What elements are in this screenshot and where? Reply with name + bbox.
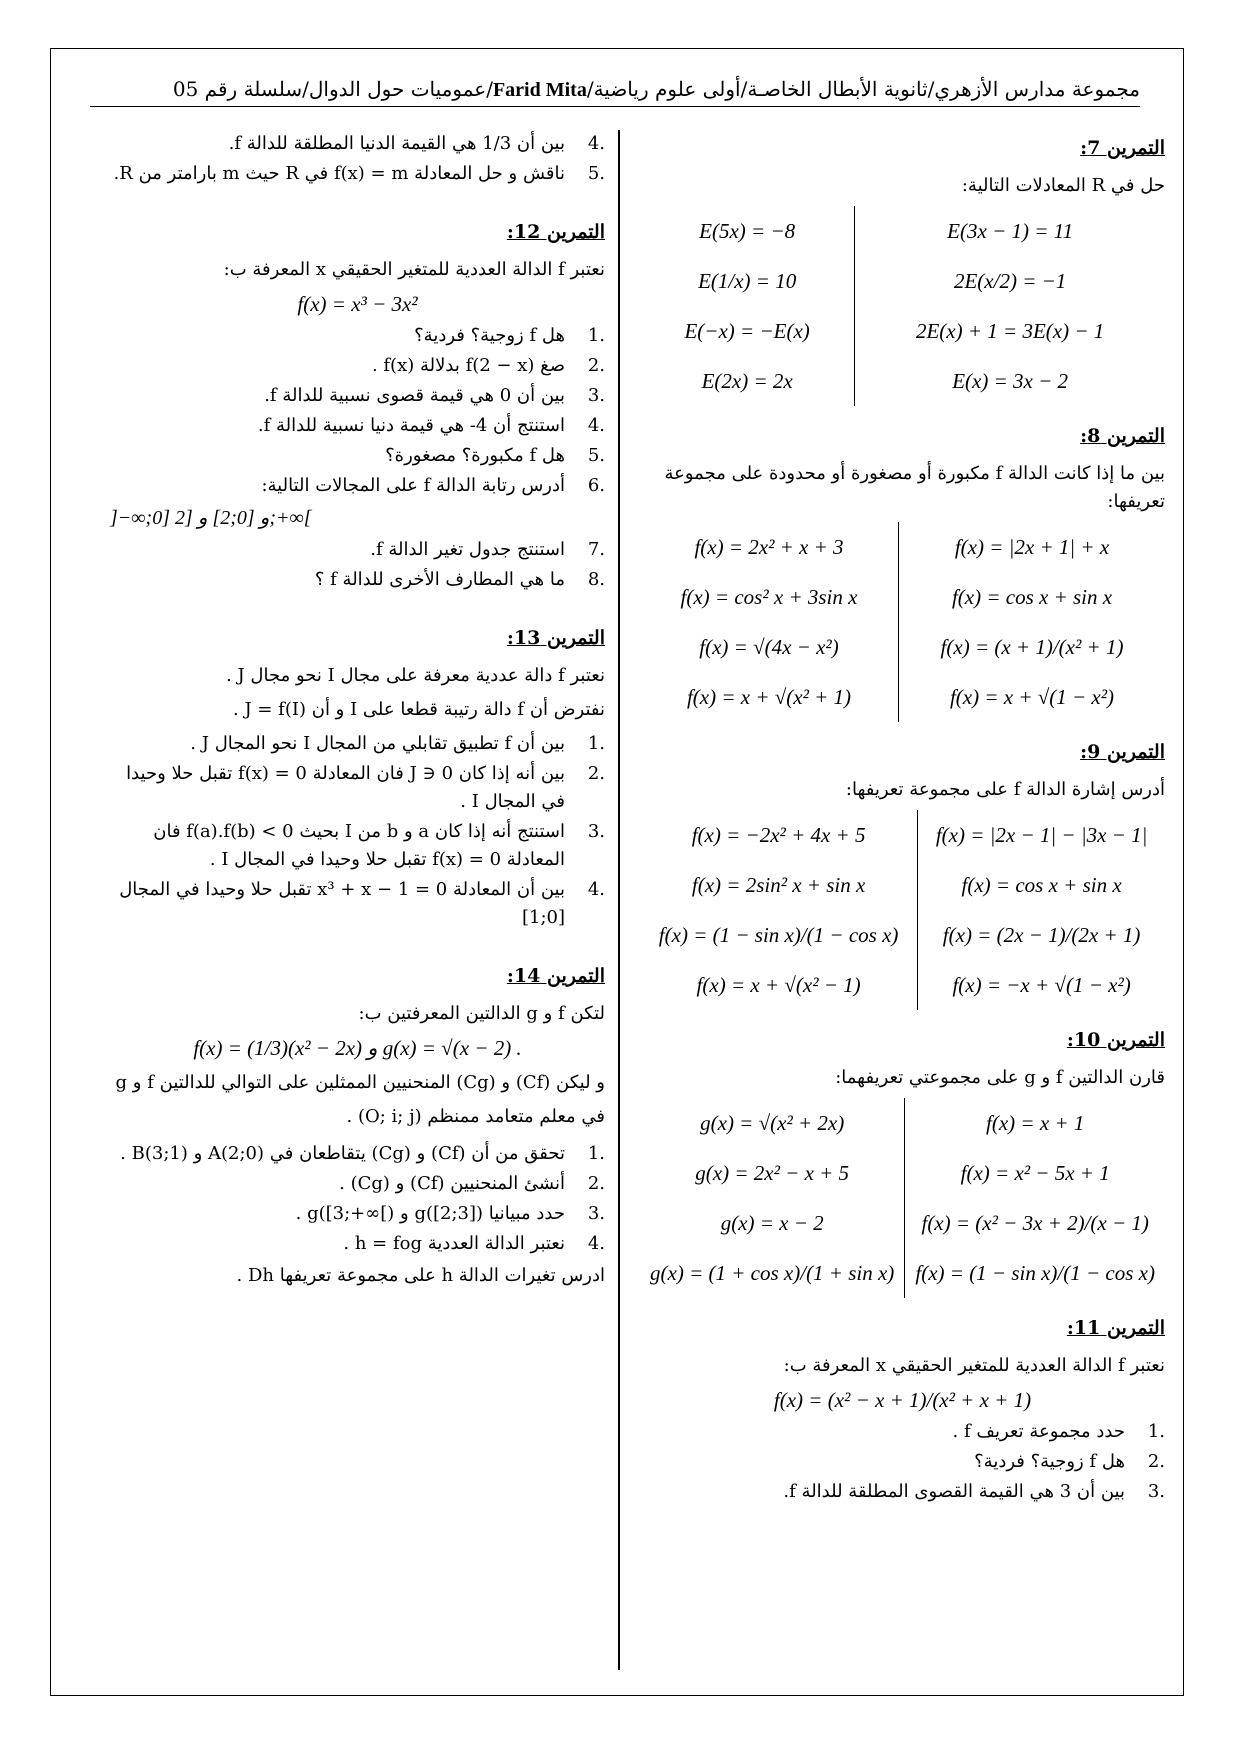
ex8-functions [640, 522, 1165, 722]
ex8-fn: f(x) = x + √(x² + 1) [640, 672, 899, 722]
ex9-intro: أدرس إشارة الدالة f على مجموعة تعريفها: [845, 779, 1165, 800]
ex13-item-text: بين أنه إذا كان 0 ∈ J فان المعادلة f(x) = 0 تقبل حلا وحيدا في المجال I . [126, 763, 565, 812]
ex14-item-text: أنشئ المنحنيين (Cf) و (Cg) . [339, 1173, 565, 1194]
list-item: 5. ناقش و حل المعادلة f(x) = m في R حيث m بارامتر من R. [113, 163, 605, 184]
ex7-eq: E(x) = 3x − 2 [952, 369, 1069, 393]
list-item: 3. بين أن 3 هي القيمة القصوى المطلقة للدالة f. [783, 1481, 1165, 1502]
ex12-item-text: أدرس رتابة الدالة f على المجالات التالية: [261, 475, 565, 496]
ex11-formula: f(x) = (x² − x + 1)/(x² + x + 1) [773, 1388, 1032, 1412]
ex12-item-text: هل f زوجية؟ فردية؟ [414, 325, 565, 346]
ex10-fn: g(x) = (1 + cos x)/(1 + sin x) [640, 1248, 905, 1298]
ex10-fn: f(x) = x² − 5x + 1 [960, 1161, 1110, 1185]
ex9-fn: f(x) = x + √(x² − 1) [640, 960, 918, 1010]
ex12-title: التمرين 12: [506, 221, 605, 243]
list-item: 2. أنشئ المنحنيين (Cf) و (Cg) . [339, 1173, 605, 1194]
ex13-title: التمرين 13: [506, 627, 605, 649]
list-item: 5. هل f مكبورة؟ مصغورة؟ [385, 445, 605, 466]
ex11-questions-continued [110, 130, 605, 188]
ex11-item-text: بين أن 1/3 هي القيمة الدنيا المطلقة للدالة f. [228, 133, 565, 154]
list-item: 1. بين أن f تطبيق تقابلي من المجال I نحو المجال J . [190, 733, 605, 754]
ex8-fn: f(x) = |2x + 1| + x [954, 535, 1110, 559]
list-item: 8. ما هي المطارف الأخرى للدالة f ؟ [314, 569, 605, 590]
ex14-last: ادرس تغيرات الدالة h على مجموعة تعريفها Dh . [236, 1265, 605, 1286]
list-item: 1. حدد مجموعة تعريف f . [952, 1421, 1165, 1442]
ex12-questions-continued [110, 536, 605, 594]
ex14-line2: و ليكن (Cf) و (Cg) المنحنيين الممثلين على التوالي للدالتين f و g في معلم متعامد ممنظم (O; i; j) . [115, 1072, 605, 1127]
page-header [90, 72, 1140, 107]
ex12-intervals: ]−∞;0] و [0;2] و [2;+∞[ [110, 507, 312, 529]
ex10-functions [640, 1098, 1165, 1298]
ex14-item-text: حدد مبيانيا g([2;3]) و g([3;+∞[) . [295, 1203, 565, 1224]
ex10-fn: f(x) = (1 − sin x)/(1 − cos x) [915, 1261, 1155, 1285]
ex12-item-text: صغ f(2 − x) بدلالة f(x) . [371, 355, 565, 376]
ex9-fn: f(x) = (2x − 1)/(2x + 1) [942, 923, 1141, 947]
ex10-fn: f(x) = x + 1 [986, 1111, 1085, 1135]
ex13-intro1: نعتبر f دالة عددية معرفة على مجال I نحو مجال J . [226, 665, 605, 686]
ex10-fn: g(x) = 2x² − x + 5 [640, 1148, 905, 1198]
ex10-title: التمرين 10: [1066, 1029, 1165, 1051]
ex13-item-text: بين أن f تطبيق تقابلي من المجال I نحو المجال J . [190, 733, 565, 754]
ex11-title: التمرين 11: [1066, 1317, 1165, 1339]
list-item: 4. بين أن المعادلة x³ + x − 1 = 0 تقبل حلا وحيدا في المجال [0;1] [119, 879, 605, 928]
column-divider [618, 130, 620, 1670]
ex8-fn: f(x) = 2x² + x + 3 [640, 522, 899, 572]
ex12-intro: نعتبر f الدالة العددية للمتغير الحقيقي x المعرفة ب: [223, 259, 605, 280]
ex9-fn: f(x) = |2x − 1| − |3x − 1| [935, 823, 1148, 847]
ex9-title: التمرين 9: [1080, 741, 1165, 763]
ex8-fn: f(x) = √(4x − x²) [640, 622, 899, 672]
ex7-equations [640, 206, 1165, 406]
ex14-intro: لتكن f و g الدالتين المعرفتين ب: [358, 1003, 605, 1024]
list-item: 2. هل f زوجية؟ فردية؟ [974, 1451, 1165, 1472]
ex12-item-text: هل f مكبورة؟ مصغورة؟ [385, 445, 565, 466]
ex8-intro: بين ما إذا كانت الدالة f مكبورة أو مصغورة أو محدودة على مجموعة تعريفها: [664, 463, 1165, 512]
list-item: 3. بين أن 0 هي قيمة قصوى نسبية للدالة f. [264, 385, 605, 406]
list-item: 2. صغ f(2 − x) بدلالة f(x) . [371, 355, 605, 376]
header-text-after: /عموميات حول الدوال/سلسلة رقم 05 [172, 77, 493, 101]
ex9-fn: f(x) = −x + √(1 − x²) [952, 973, 1131, 997]
ex13-questions [110, 730, 605, 932]
ex7-eq: E(1/x) = 10 [640, 256, 855, 306]
list-item: 1. هل f زوجية؟ فردية؟ [414, 325, 605, 346]
list-item: 1. تحقق من أن (Cf) و (Cg) يتقاطعان في A(2;0) و B(3;1) . [120, 1143, 605, 1164]
ex8-fn: f(x) = (x + 1)/(x² + 1) [940, 635, 1124, 659]
left-column [110, 128, 605, 1296]
header-text-before: مجموعة مدارس الأزهري/ثانوية الأبطال الخاصـة/أولى علوم رياضية/ [586, 77, 1140, 101]
ex8-fn: f(x) = cos x + sin x [951, 585, 1113, 609]
ex13-item-text: استنتج أنه إذا كان a و b من I بحيث f(a).f(b) < 0 فان المعادلة f(x) = 0 تقبل حلا وحيدا في المجال I . [153, 821, 565, 870]
ex7-eq: 2E(x) + 1 = 3E(x) − 1 [915, 319, 1105, 343]
ex11-item-text: هل f زوجية؟ فردية؟ [974, 1451, 1125, 1472]
list-item: 4. بين أن 1/3 هي القيمة الدنيا المطلقة للدالة f. [228, 133, 605, 154]
ex9-functions [640, 810, 1165, 1010]
ex7-eq: E(5x) = −8 [640, 206, 855, 256]
right-column [640, 128, 1165, 1508]
ex7-intro: حل في R المعادلات التالية: [961, 175, 1165, 196]
ex10-intro: قارن الدالتين f و g على مجموعتي تعريفهما: [835, 1067, 1165, 1088]
list-item: 3. استنتج أنه إذا كان a و b من I بحيث f(a).f(b) < 0 فان المعادلة f(x) = 0 تقبل حلا وحيدا في المجال I . [153, 821, 605, 870]
ex12-formula: f(x) = x³ − 3x² [297, 292, 418, 316]
ex7-title: التمرين 7: [1080, 137, 1165, 159]
ex14-title: التمرين 14: [506, 965, 605, 987]
list-item: 4. استنتج أن 4- هي قيمة دنيا نسبية للدالة f. [257, 415, 605, 436]
ex14-item-text: نعتبر الدالة العددية h = fog . [343, 1233, 565, 1254]
ex11-item-text: حدد مجموعة تعريف f . [952, 1421, 1125, 1442]
list-item: 2. بين أنه إذا كان 0 ∈ J فان المعادلة f(x) = 0 تقبل حلا وحيدا في المجال I . [126, 763, 605, 812]
ex12-questions [110, 322, 605, 500]
ex11-item-text: بين أن 3 هي القيمة القصوى المطلقة للدالة f. [783, 1481, 1125, 1502]
ex7-eq: E(−x) = −E(x) [640, 306, 855, 356]
ex8-title: التمرين 8: [1080, 425, 1165, 447]
ex14-item-text: تحقق من أن (Cf) و (Cg) يتقاطعان في A(2;0) و B(3;1) . [120, 1143, 565, 1164]
list-item: 7. استنتج جدول تغير الدالة f. [370, 539, 605, 560]
ex7-eq: E(2x) = 2x [640, 356, 855, 406]
ex10-fn: g(x) = x − 2 [640, 1198, 905, 1248]
ex14-formula: f(x) = (1/3)(x² − 2x) و g(x) = √(x − 2) . [193, 1036, 522, 1060]
ex12-item-text: ما هي المطارف الأخرى للدالة f ؟ [314, 569, 565, 590]
header-author: Farid Mita [492, 79, 587, 101]
ex10-fn: f(x) = (x² − 3x + 2)/(x − 1) [921, 1211, 1149, 1235]
ex9-fn: f(x) = −2x² + 4x + 5 [640, 810, 918, 860]
ex12-item-text: استنتج أن 4- هي قيمة دنيا نسبية للدالة f. [257, 415, 565, 436]
ex12-item-text: استنتج جدول تغير الدالة f. [370, 539, 565, 560]
ex9-fn: f(x) = cos x + sin x [961, 873, 1122, 897]
ex9-fn: f(x) = (1 − sin x)/(1 − cos x) [640, 910, 918, 960]
ex8-fn: f(x) = cos² x + 3sin x [640, 572, 899, 622]
ex7-eq: E(3x − 1) = 11 [947, 219, 1074, 243]
ex8-fn: f(x) = x + √(1 − x²) [949, 685, 1115, 709]
ex13-item-text: بين أن المعادلة x³ + x − 1 = 0 تقبل حلا وحيدا في المجال [0;1] [119, 879, 565, 928]
ex14-questions [110, 1140, 605, 1258]
list-item: 4. نعتبر الدالة العددية h = fog . [343, 1233, 605, 1254]
ex12-item-text: بين أن 0 هي قيمة قصوى نسبية للدالة f. [264, 385, 565, 406]
ex7-eq: 2E(x/2) = −1 [953, 269, 1067, 293]
ex10-fn: g(x) = √(x² + 2x) [640, 1098, 905, 1148]
list-item: 3. حدد مبيانيا g([2;3]) و g([3;+∞[) . [295, 1203, 605, 1224]
ex11-item-text: ناقش و حل المعادلة f(x) = m في R حيث m بارامتر من R. [113, 163, 565, 184]
ex13-intro2: نفترض أن f دالة رتيبة قطعا على I و أن J = f(I) . [232, 699, 605, 720]
ex11-intro: نعتبر f الدالة العددية للمتغير الحقيقي x المعرفة ب: [783, 1355, 1165, 1376]
list-item: 6. أدرس رتابة الدالة f على المجالات التالية: [261, 475, 605, 496]
ex11-questions [640, 1418, 1165, 1506]
ex9-fn: f(x) = 2sin² x + sin x [640, 860, 918, 910]
